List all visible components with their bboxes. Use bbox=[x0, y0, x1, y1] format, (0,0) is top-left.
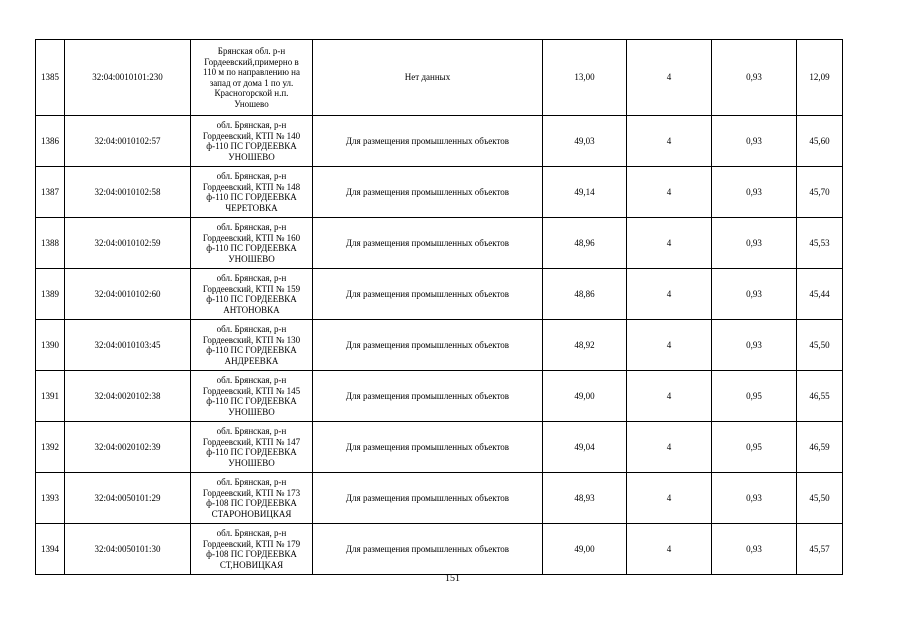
area-cell: 49,00 bbox=[543, 524, 627, 575]
coefficient-cell: 0,93 bbox=[712, 116, 797, 167]
value-cell: 46,59 bbox=[797, 422, 843, 473]
address-line: УНОШЕВО bbox=[228, 457, 275, 468]
address-line: ф-108 ПС ГОРДЕЕВКА bbox=[206, 549, 297, 559]
value-cell: 12,09 bbox=[797, 40, 843, 116]
value-cell: 45,53 bbox=[797, 218, 843, 269]
area-cell: 48,86 bbox=[543, 269, 627, 320]
table-row bbox=[36, 167, 843, 218]
address-line: УНОШЕВО bbox=[228, 151, 275, 162]
cadastral-number-cell: 32:04:0010102:60 bbox=[65, 269, 191, 320]
table-row bbox=[36, 269, 843, 320]
address-line: Красногорской н.п. bbox=[214, 88, 289, 98]
address-line: СТ,НОВИЦКАЯ bbox=[219, 559, 284, 570]
cadastral-number-cell: 32:04:0010101:230 bbox=[65, 40, 191, 116]
coefficient-cell: 0,93 bbox=[712, 473, 797, 524]
factor-cell: 4 bbox=[627, 167, 712, 218]
table-row bbox=[36, 320, 843, 371]
address-line: Гордеевский, КТП № 147 bbox=[202, 436, 301, 447]
coefficient-cell: 0,93 bbox=[712, 269, 797, 320]
row-number-cell: 1394 bbox=[36, 524, 65, 575]
address-line: запад от дома 1 по ул. bbox=[209, 77, 294, 88]
cadastral-number-cell: 32:04:0020102:39 bbox=[65, 422, 191, 473]
row-number-cell: 1385 bbox=[36, 40, 65, 116]
factor-cell: 4 bbox=[627, 40, 712, 116]
address-line: Гордеевский, КТП № 160 bbox=[202, 232, 301, 243]
cadastral-number-cell: 32:04:0010102:58 bbox=[65, 167, 191, 218]
area-cell: 48,93 bbox=[543, 473, 627, 524]
address-cell bbox=[191, 524, 313, 575]
address-line: Гордеевский,примерно в bbox=[204, 56, 299, 67]
land-use-cell: Для размещения промышленных объектов bbox=[313, 320, 543, 371]
coefficient-cell: 0,93 bbox=[712, 524, 797, 575]
address-line: ф-110 ПС ГОРДЕЕВКА bbox=[206, 243, 297, 253]
address-line: обл. Брянская, р-н bbox=[216, 171, 287, 181]
address-line: 110 м по направлению на bbox=[203, 67, 300, 77]
row-number-cell: 1388 bbox=[36, 218, 65, 269]
address-cell bbox=[191, 320, 313, 371]
address-line: Гордеевский, КТП № 148 bbox=[202, 181, 301, 192]
coefficient-cell: 0,95 bbox=[712, 422, 797, 473]
value-cell: 45,50 bbox=[797, 473, 843, 524]
area-cell: 13,00 bbox=[543, 40, 627, 116]
row-number-cell: 1391 bbox=[36, 371, 65, 422]
row-number-cell: 1390 bbox=[36, 320, 65, 371]
area-cell: 49,00 bbox=[543, 371, 627, 422]
row-number-cell: 1393 bbox=[36, 473, 65, 524]
table-row bbox=[36, 473, 843, 524]
address-cell bbox=[191, 473, 313, 524]
land-use-cell: Для размещения промышленных объектов bbox=[313, 269, 543, 320]
address-line: обл. Брянская, р-н bbox=[216, 528, 287, 538]
factor-cell: 4 bbox=[627, 116, 712, 167]
address-line: Гордеевский, КТП № 140 bbox=[202, 130, 301, 141]
table-row bbox=[36, 371, 843, 422]
cadastral-number-cell: 32:04:0020102:38 bbox=[65, 371, 191, 422]
address-line: обл. Брянская, р-н bbox=[216, 324, 287, 334]
cadastral-number-cell: 32:04:0050101:30 bbox=[65, 524, 191, 575]
area-cell: 49,03 bbox=[543, 116, 627, 167]
cadastral-number-cell: 32:04:0010102:57 bbox=[65, 116, 191, 167]
address-line: Гордеевский, КТП № 145 bbox=[202, 385, 301, 396]
address-line: УНОШЕВО bbox=[228, 253, 275, 264]
address-line: АНТОНОВКА bbox=[223, 304, 280, 315]
area-cell: 49,04 bbox=[543, 422, 627, 473]
value-cell: 46,55 bbox=[797, 371, 843, 422]
area-cell: 49,14 bbox=[543, 167, 627, 218]
address-cell bbox=[191, 371, 313, 422]
address-cell bbox=[191, 167, 313, 218]
table-body bbox=[36, 40, 843, 575]
land-use-cell: Для размещения промышленных объектов bbox=[313, 524, 543, 575]
coefficient-cell: 0,95 bbox=[712, 371, 797, 422]
cadastral-number-cell: 32:04:0050101:29 bbox=[65, 473, 191, 524]
factor-cell: 4 bbox=[627, 218, 712, 269]
address-line: Гордеевский, КТП № 130 bbox=[202, 334, 301, 345]
land-use-cell: Для размещения промышленных объектов bbox=[313, 116, 543, 167]
value-cell: 45,50 bbox=[797, 320, 843, 371]
address-line: обл. Брянская, р-н bbox=[216, 426, 287, 436]
address-line: ЧЕРЕТОВКА bbox=[225, 202, 278, 213]
address-cell bbox=[191, 116, 313, 167]
address-line: Гордеевский, КТП № 159 bbox=[202, 283, 301, 294]
factor-cell: 4 bbox=[627, 524, 712, 575]
factor-cell: 4 bbox=[627, 269, 712, 320]
factor-cell: 4 bbox=[627, 422, 712, 473]
address-line: обл. Брянская, р-н bbox=[216, 477, 287, 487]
address-cell bbox=[191, 218, 313, 269]
address-line: обл. Брянская, р-н bbox=[216, 222, 287, 232]
address-line: Уношево bbox=[234, 98, 269, 109]
land-use-cell: Для размещения промышленных объектов bbox=[313, 167, 543, 218]
address-line: обл. Брянская, р-н bbox=[216, 273, 287, 283]
address-line: ф-110 ПС ГОРДЕЕВКА bbox=[206, 141, 297, 151]
address-line: Гордеевский, КТП № 179 bbox=[202, 538, 301, 549]
address-line: СТАРОНОВИЦКАЯ bbox=[211, 508, 292, 519]
address-line: АНДРЕЕВКА bbox=[224, 355, 279, 366]
table-row bbox=[36, 116, 843, 167]
address-line: Брянская обл. р-н bbox=[217, 46, 286, 56]
address-line: Гордеевский, КТП № 173 bbox=[202, 487, 301, 498]
value-cell: 45,60 bbox=[797, 116, 843, 167]
address-cell bbox=[191, 40, 313, 116]
row-number-cell: 1389 bbox=[36, 269, 65, 320]
address-line: ф-110 ПС ГОРДЕЕВКА bbox=[206, 447, 297, 457]
area-cell: 48,96 bbox=[543, 218, 627, 269]
address-line: ф-110 ПС ГОРДЕЕВКА bbox=[206, 345, 297, 355]
table-row bbox=[36, 524, 843, 575]
address-cell bbox=[191, 422, 313, 473]
factor-cell: 4 bbox=[627, 473, 712, 524]
factor-cell: 4 bbox=[627, 320, 712, 371]
address-line: УНОШЕВО bbox=[228, 406, 275, 417]
address-line: обл. Брянская, р-н bbox=[216, 120, 287, 130]
address-line: ф-108 ПС ГОРДЕЕВКА bbox=[206, 498, 297, 508]
land-use-cell: Нет данных bbox=[313, 40, 543, 116]
row-number-cell: 1386 bbox=[36, 116, 65, 167]
value-cell: 45,70 bbox=[797, 167, 843, 218]
address-cell bbox=[191, 269, 313, 320]
address-line: ф-110 ПС ГОРДЕЕВКА bbox=[206, 192, 297, 202]
value-cell: 45,44 bbox=[797, 269, 843, 320]
land-use-cell: Для размещения промышленных объектов bbox=[313, 473, 543, 524]
address-line: обл. Брянская, р-н bbox=[216, 375, 287, 385]
row-number-cell: 1392 bbox=[36, 422, 65, 473]
factor-cell: 4 bbox=[627, 371, 712, 422]
area-cell: 48,92 bbox=[543, 320, 627, 371]
table-row bbox=[36, 40, 843, 116]
coefficient-cell: 0,93 bbox=[712, 40, 797, 116]
page-number: 151 bbox=[445, 573, 460, 584]
address-line: ф-110 ПС ГОРДЕЕВКА bbox=[206, 396, 297, 406]
cadastral-table bbox=[35, 39, 843, 575]
cadastral-number-cell: 32:04:0010103:45 bbox=[65, 320, 191, 371]
row-number-cell: 1387 bbox=[36, 167, 65, 218]
table-row bbox=[36, 422, 843, 473]
land-use-cell: Для размещения промышленных объектов bbox=[313, 422, 543, 473]
coefficient-cell: 0,93 bbox=[712, 320, 797, 371]
coefficient-cell: 0,93 bbox=[712, 167, 797, 218]
cadastral-number-cell: 32:04:0010102:59 bbox=[65, 218, 191, 269]
land-use-cell: Для размещения промышленных объектов bbox=[313, 371, 543, 422]
coefficient-cell: 0,93 bbox=[712, 218, 797, 269]
land-use-cell: Для размещения промышленных объектов bbox=[313, 218, 543, 269]
value-cell: 45,57 bbox=[797, 524, 843, 575]
address-line: ф-110 ПС ГОРДЕЕВКА bbox=[206, 294, 297, 304]
table-row bbox=[36, 218, 843, 269]
